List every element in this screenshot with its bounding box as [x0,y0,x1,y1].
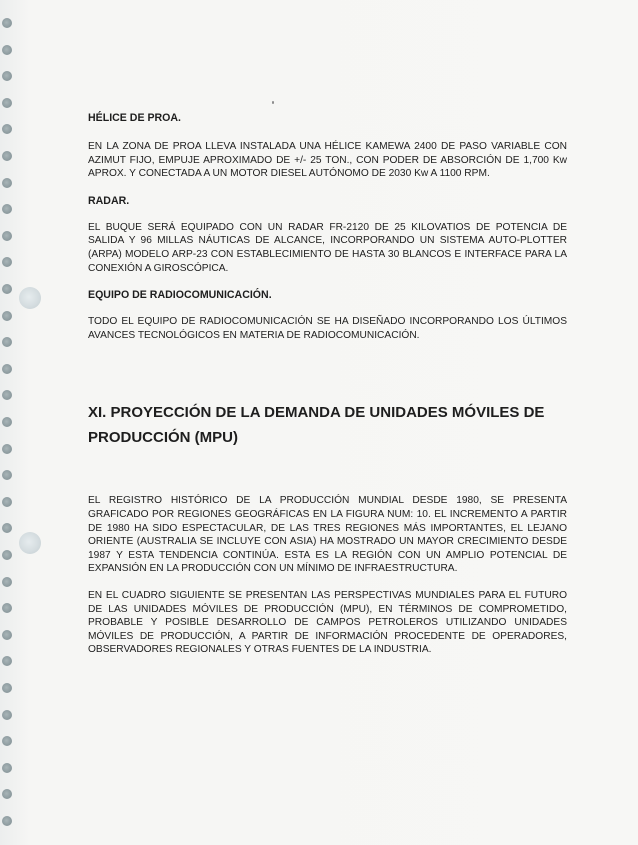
binder-hole [2,45,12,55]
paragraph-helice-proa: EN LA ZONA DE PROA LLEVA INSTALADA UNA HÉLICE KAMEWA 2400 DE PASO VARIABLE CON AZIMUT FIJO, EMPUJE APROXIMADO DE +/- 25 TON., CON PODER DE ABSORCIÓN DE 1,700 Kw APROX. Y CONECTADA A UN MOTOR DIESEL AUTÓNOMO DE 2030 Kw A 1100 RPM. [88,141,567,180]
punch-hole-upper [19,287,41,309]
binder-hole [2,18,12,28]
binder-hole [2,124,12,134]
binder-hole [2,656,12,666]
binder-hole [2,337,12,347]
binder-hole [2,284,12,294]
binder-hole [2,683,12,693]
paragraph-radar: EL BUQUE SERÁ EQUIPADO CON UN RADAR FR-2120 DE 25 KILOVATIOS DE POTENCIA DE SALIDA Y 96 MILLAS NÁUTICAS DE ALCANCE, INCORPORANDO UN SISTEMA AUTO-PLOTTER (ARPA) MODELO ARP-23 CON ESTABLECIMIENTO DE HASTA 30 BLANCOS E INTERFACE PARA LA CONEXIÓN A GIROSCÓPICA. [88,221,567,274]
binder-hole [2,444,12,454]
binder-hole [2,311,12,321]
binder-hole [2,816,12,826]
binder-hole [2,763,12,773]
heading-helice-proa: HÉLICE DE PROA. [88,112,182,124]
binder-hole [2,71,12,81]
chapter-title: XI. PROYECCIÓN DE LA DEMANDA DE UNIDADES MÓVILES DE PRODUCCIÓN (MPU) [88,404,545,447]
binder-hole [2,178,12,188]
binder-hole [2,257,12,267]
paragraph-radiocomunicacion: TODO EL EQUIPO DE RADIOCOMUNICACIÓN SE HA DISEÑADO INCORPORANDO LOS ÚLTIMOS AVANCES TECNOLÓGICOS EN MATERIA DE RADIOCOMUNICACIÓN. [88,316,567,341]
binder-hole [2,497,12,507]
binder-hole [2,630,12,640]
binder-hole [2,470,12,480]
ink-speck [272,101,274,104]
binder-hole [2,577,12,587]
binder-hole [2,603,12,613]
heading-radar: RADAR. [88,194,130,207]
punch-hole-lower [19,532,41,554]
binder-hole [2,151,12,161]
binder-hole [2,417,12,427]
binder-hole [2,523,12,533]
binder-hole [2,204,12,214]
binder-hole [2,736,12,746]
binder-hole [2,364,12,374]
binder-hole [2,550,12,560]
paragraph-cuadro-siguiente: EN EL CUADRO SIGUIENTE SE PRESENTAN LAS PERSPECTIVAS MUNDIALES PARA EL FUTURO DE LAS UNIDADES MÓVILES DE PRODUCCIÓN (MPU), EN TÉRMINOS DE COMPROMETIDO, PROBABLE Y POSIBLE DESARROLLO DE CAMPOS PETROLEROS UTILIZANDO UNIDADES MÓVILES DE PRODUCCIÓN, A PARTIR DE INFORMACIÓN PROCEDENTE DE OPERADORES, OBSERVADORES REGIONALES Y OTRAS FUENTES DE LA INDUSTRIA. [88,589,567,656]
binder-hole [2,789,12,799]
binder-hole [2,98,12,108]
binder-hole [2,390,12,400]
binder-holes [0,0,24,845]
document-body [88,112,567,657]
binder-hole [2,710,12,720]
binder-hole [2,231,12,241]
heading-radiocomunicacion: EQUIPO DE RADIOCOMUNICACIÓN. [88,289,272,302]
paragraph-registro-historico: EL REGISTRO HISTÓRICO DE LA PRODUCCIÓN MUNDIAL DESDE 1980, SE PRESENTA GRAFICADO POR REGIONES GEOGRÁFICAS EN LA FIGURA NUM: 10. EL INCREMENTO A PARTIR DE 1980 HA SIDO ESPECTACULAR, DE LAS TRES REGIONES MÁS IMPORTANTES, EL LEJANO ORIENTE (AUSTRALIA SE INCLUYE CON ASIA) HA MOSTRADO UN MAYOR CRECIMIENTO DESDE 1987 Y ESTA TENDENCIA CONTINÚA. ESTA ES LA REGIÓN CON UN AMPLIO POTENCIAL DE EXPANSIÓN EN LA PRODUCCIÓN CON UN MÍNIMO DE INFRAESTRUCTURA. [88,495,567,575]
